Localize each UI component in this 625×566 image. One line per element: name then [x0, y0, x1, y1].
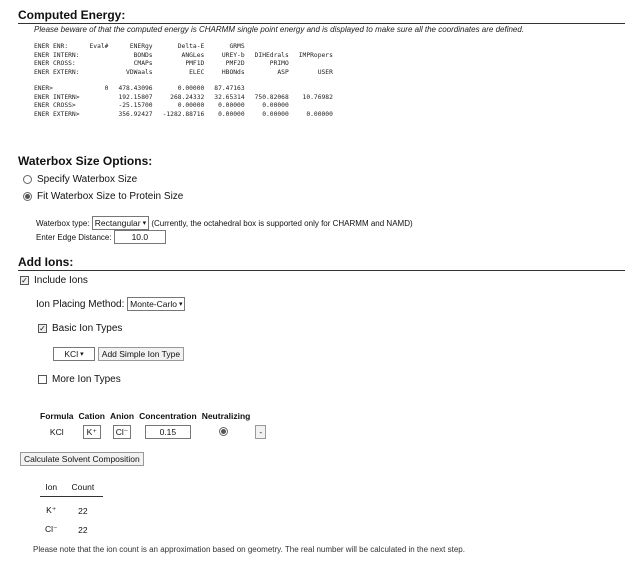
add-ions-heading: Add Ions: [18, 255, 74, 269]
specify-size-radio[interactable] [23, 175, 32, 184]
table-row [40, 425, 271, 439]
energy-cell: VDWaals [126, 68, 153, 76]
ion-method-value: Monte-Carlo [130, 298, 177, 309]
energy-cell [255, 85, 299, 94]
energy-cell: 32.65314 [214, 93, 245, 101]
energy-cell: ENER EXTERN> [34, 110, 80, 118]
computed-energy-heading: Computed Energy: [18, 8, 126, 22]
include-ions-label: Include Ions [34, 275, 88, 286]
column-header-formula: Formula [40, 411, 74, 421]
energy-cell: ENER EXTERN: [34, 68, 80, 76]
energy-cell: ELEC [189, 68, 205, 76]
energy-cell: 0.00000 [218, 110, 245, 118]
fit-size-label: Fit Waterbox Size to Protein Size [37, 191, 184, 202]
energy-cell: ENER ENR: [34, 43, 69, 50]
energy-cell: -1282.88716 [162, 110, 205, 118]
energy-cell: 0.00000 [218, 102, 245, 109]
energy-cell: 0.00000 [177, 102, 205, 109]
energy-cell [299, 77, 343, 85]
table-row [40, 516, 103, 535]
energy-cell [90, 77, 119, 85]
energy-cell [214, 77, 254, 85]
energy-cell [299, 43, 343, 52]
energy-cell: GRMS [229, 43, 245, 50]
basic-ion-option[interactable] [38, 323, 122, 334]
energy-cell: Delta-E [177, 43, 205, 50]
fit-size-radio[interactable] [23, 192, 32, 201]
column-header-neutralizing: Neutralizing [201, 411, 251, 421]
column-header-count: Count [67, 482, 104, 497]
energy-cell: ENER> [34, 85, 53, 92]
column-header-concentration: Concentration [139, 411, 197, 421]
ion-method-row [36, 297, 185, 311]
energy-cell: 10.76982 [302, 93, 333, 101]
include-ions-checkbox[interactable]: ✓ [21, 276, 28, 285]
count-cell: 22 [78, 505, 88, 516]
energy-cell [118, 77, 162, 85]
anion-field[interactable]: Cl⁻ [113, 425, 131, 439]
energy-cell [90, 60, 119, 69]
energy-table [34, 43, 343, 119]
waterbox-type-value: Rectangular [94, 217, 141, 228]
energy-cell: -25.15700 [118, 102, 153, 109]
chevron-down-icon: ▾ [142, 219, 147, 227]
energy-cell [299, 60, 343, 69]
energy-cell: IMPRopers [298, 51, 333, 59]
calc-row [20, 452, 144, 466]
energy-cell: 0.00000 [306, 110, 333, 118]
concentration-input[interactable]: 0.15 [145, 425, 191, 439]
energy-cell: 0.00000 [262, 102, 289, 109]
energy-cell: ENER CROSS: [34, 60, 76, 67]
energy-cell [299, 85, 343, 94]
ion-cell: K⁺ [46, 505, 57, 515]
energy-cell: 0 [104, 85, 109, 92]
specify-size-option[interactable] [23, 174, 137, 185]
table-row [40, 497, 103, 517]
energy-cell: 478.43096 [118, 85, 153, 92]
waterbox-type-note: (Currently, the octahedral box is supported only for CHARMM and NAMD) [151, 218, 413, 228]
fit-size-option[interactable] [23, 191, 183, 202]
waterbox-type-row [36, 216, 413, 230]
energy-cell: UREY-b [221, 51, 245, 59]
energy-cell: ENERgy [129, 43, 153, 50]
energy-cell: 192.15807 [118, 93, 153, 101]
energy-cell [90, 102, 119, 111]
column-header-anion: Anion [109, 411, 135, 421]
energy-cell: ENER CROSS> [34, 102, 76, 109]
energy-note: Please beware of that the computed energy is CHARMM single point energy and is displayed to make sure all the coordinates are defined. [34, 25, 525, 34]
basic-ion-label: Basic Ion Types [52, 323, 123, 334]
ion-method-select[interactable] [127, 297, 185, 311]
energy-cell: 750.82068 [254, 93, 289, 101]
energy-row [34, 77, 343, 85]
specify-size-label: Specify Waterbox Size [37, 174, 138, 185]
include-ions-option[interactable] [20, 275, 88, 286]
energy-cell: BONDs [133, 51, 153, 59]
energy-cell [90, 94, 119, 103]
energy-cell: 268.24332 [170, 93, 205, 101]
energy-cell: PMF2D [225, 60, 245, 67]
column-header-cation: Cation [78, 411, 105, 421]
basic-ion-value: KCl [64, 348, 79, 359]
ion-count-table [40, 482, 103, 535]
energy-cell [255, 77, 299, 85]
energy-cell: USER [317, 68, 333, 76]
energy-cell: 87.47163 [214, 85, 245, 92]
edge-distance-label: Enter Edge Distance: [36, 232, 112, 242]
more-ion-checkbox[interactable] [38, 375, 47, 384]
ion-cell: Cl⁻ [45, 524, 58, 534]
energy-cell: 0.00000 [177, 85, 205, 92]
basic-ion-checkbox[interactable]: ✓ [39, 324, 46, 333]
energy-cell [255, 43, 299, 52]
energy-row [34, 111, 343, 120]
energy-cell: 356.92427 [118, 110, 153, 118]
energy-row [34, 102, 343, 111]
energy-cell [90, 111, 119, 120]
energy-cell: ENER INTERN: [34, 51, 80, 59]
count-cell: 22 [78, 524, 88, 535]
waterbox-heading: Waterbox Size Options: [18, 154, 153, 168]
energy-cell [90, 52, 119, 61]
calculate-solvent-button[interactable]: Calculate Solvent Composition [20, 452, 144, 466]
edge-distance-row [36, 230, 166, 244]
add-simple-ion-button[interactable]: Add Simple Ion Type [98, 347, 184, 361]
energy-row [34, 69, 343, 78]
energy-cell [299, 102, 343, 111]
energy-cell: CMAPs [133, 60, 153, 67]
section-divider [18, 270, 625, 271]
neutralizing-radio[interactable] [219, 427, 228, 436]
chevron-down-icon: ▾ [80, 350, 84, 358]
energy-cell: HBONds [221, 68, 245, 76]
formula-cell: KCl [49, 427, 64, 437]
energy-cell [163, 77, 215, 85]
column-header-ion: Ion [40, 482, 67, 497]
energy-row [34, 85, 343, 94]
ion-method-label: Ion Placing Method: [36, 298, 125, 310]
energy-cell [90, 69, 119, 78]
section-divider [18, 23, 625, 24]
more-ion-label: More Ion Types [52, 374, 121, 385]
energy-row [34, 94, 343, 103]
chevron-down-icon: ▾ [178, 300, 183, 308]
energy-cell: ANGLes [181, 51, 205, 59]
energy-cell: ASP [277, 68, 289, 76]
energy-row [34, 60, 343, 69]
waterbox-type-label: Waterbox type: [36, 218, 90, 228]
energy-cell: PRIMO [269, 60, 289, 67]
energy-cell: Eval# [89, 43, 109, 50]
ion-count-footnote: Please note that the ion count is an approximation based on geometry. The real number will be calculated in the next step. [33, 545, 465, 554]
energy-cell: 0.00000 [262, 110, 289, 118]
waterbox-type-select[interactable] [92, 216, 149, 230]
cation-field[interactable]: K⁺ [83, 425, 101, 439]
remove-ion-button[interactable]: - [255, 425, 266, 439]
more-ion-option[interactable] [38, 374, 121, 385]
energy-row [34, 43, 343, 52]
energy-cell [34, 77, 90, 85]
energy-cell: ENER INTERN> [34, 93, 80, 101]
basic-ion-select[interactable] [53, 347, 95, 361]
energy-row [34, 52, 343, 61]
energy-cell: PMF1D [185, 60, 205, 67]
energy-cell: DIHEdrals [254, 51, 289, 59]
ion-types-table [40, 411, 271, 439]
edge-distance-input[interactable]: 10.0 [114, 230, 166, 244]
basic-ion-row [53, 347, 184, 361]
